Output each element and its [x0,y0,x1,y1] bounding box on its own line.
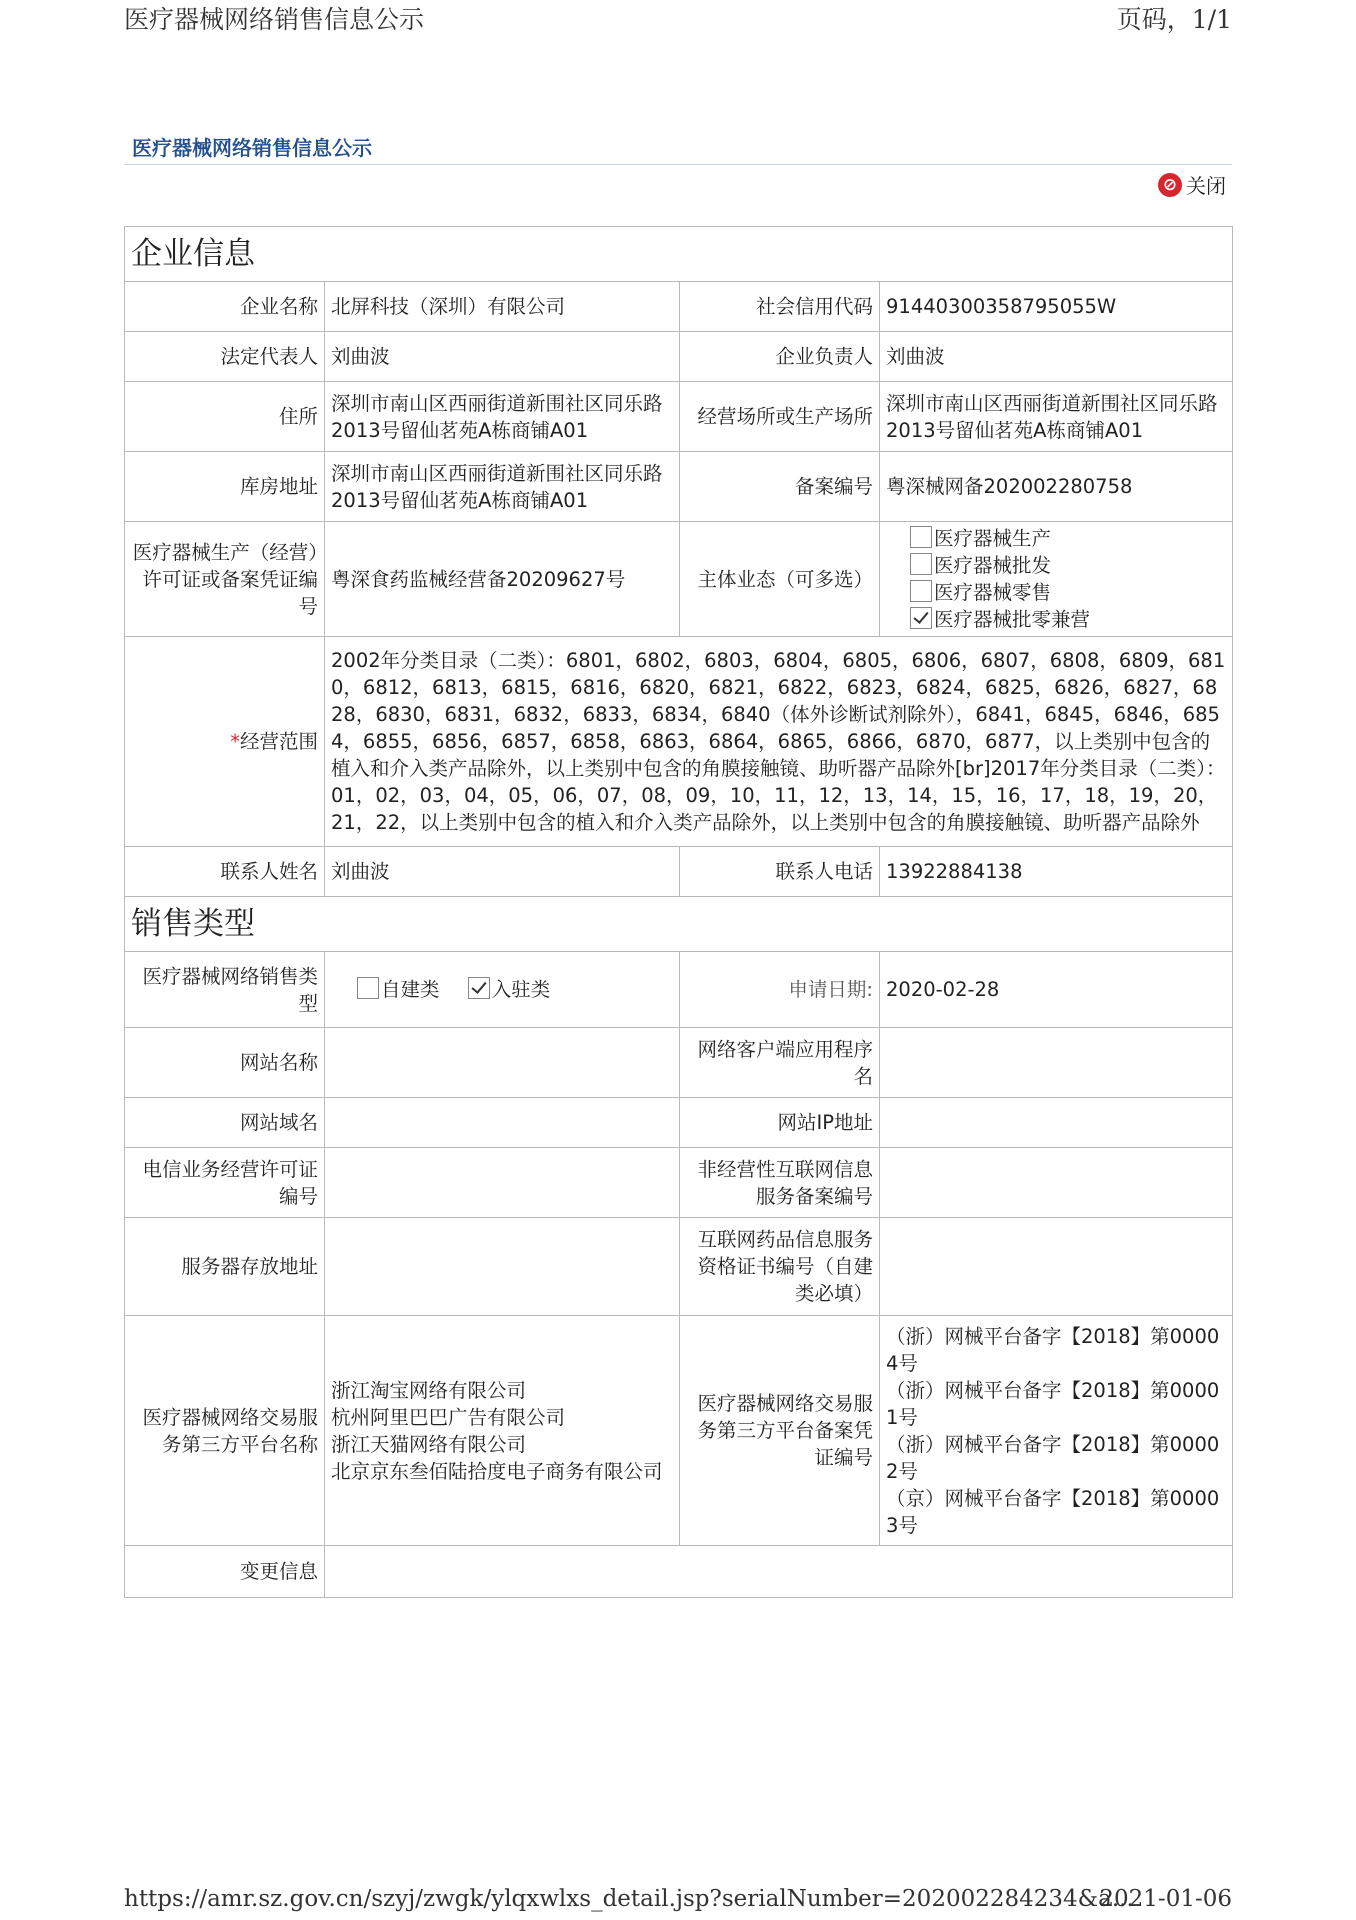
warehouse-value: 深圳市南山区西丽街道新围社区同乐路2013号留仙茗苑A栋商铺A01 [325,452,680,522]
license-value: 粤深食药监械经营备20209627号 [325,522,680,637]
addr-value: 深圳市南山区西丽街道新围社区同乐路2013号留仙茗苑A栋商铺A01 [325,382,680,452]
app-value [880,1028,1233,1098]
phone-label: 联系人电话 [680,847,880,897]
drug-label: 互联网药品信息服务资格证书编号（自建类必填） [680,1218,880,1316]
option-self-built[interactable]: 自建类 [357,978,440,1001]
credit-label: 社会信用代码 [680,282,880,332]
name-value: 北屏科技（深圳）有限公司 [325,282,680,332]
option-wholesale-retail[interactable]: 医疗器械批零兼营 [910,608,1090,631]
scope-label: 经营范围 [239,730,318,753]
date-label: 申请日期: [680,952,880,1028]
ip-label: 网站IP地址 [680,1098,880,1148]
platform-names: 浙江淘宝网络有限公司 杭州阿里巴巴广告有限公司 浙江天猫网络有限公司 北京京东叁佰陆拾度电子商务有限公司 [325,1316,680,1546]
place-label: 经营场所或生产场所 [680,382,880,452]
date-value: 2020-02-28 [880,952,1233,1028]
checkbox-settled[interactable] [468,977,490,999]
change-label: 变更信息 [125,1546,325,1598]
server-value [325,1218,680,1316]
print-header-page: 页码，1/1 [1116,5,1232,34]
telecom-value [325,1148,680,1218]
name-label: 企业名称 [125,282,325,332]
footer-url: https://amr.sz.gov.cn/szyj/zwgk/ylqxwlxs_detail.jsp?serialNumber=202002284234&a... [124,1886,1134,1912]
place-value: 深圳市南山区西丽街道新围社区同乐路2013号留仙茗苑A栋商铺A01 [880,382,1233,452]
platform-no-label: 医疗器械网络交易服务第三方平台备案凭证编号 [680,1316,880,1546]
close-icon: ⊘ [1158,173,1182,197]
checkbox-wholesale-retail[interactable] [910,607,932,629]
option-wholesale[interactable]: 医疗器械批发 [910,554,1051,577]
section-enterprise: 企业信息 [125,227,1233,282]
phone-value: 13922884138 [880,847,1233,897]
page-title: 医疗器械网络销售信息公示 [132,136,372,160]
option-settled[interactable]: 入驻类 [468,978,551,1001]
close-button[interactable] [1158,170,1226,199]
credit-value: 91440300358795055W [880,282,1233,332]
checkbox-retail[interactable] [910,580,932,602]
site-name-label: 网站名称 [125,1028,325,1098]
print-header-title: 医疗器械网络销售信息公示 [124,5,425,34]
close-label: 关闭 [1186,174,1226,198]
addr-label: 住所 [125,382,325,452]
legal-value: 刘曲波 [325,332,680,382]
head-value: 刘曲波 [880,332,1233,382]
telecom-label: 电信业务经营许可证编号 [125,1148,325,1218]
legal-label: 法定代表人 [125,332,325,382]
record-value: 粤深械网备202002280758 [880,452,1233,522]
sales-type-label: 医疗器械网络销售类型 [125,952,325,1028]
business-options [880,522,1233,637]
server-label: 服务器存放地址 [125,1218,325,1316]
record-label: 备案编号 [680,452,880,522]
head-label: 企业负责人 [680,332,880,382]
scope-value: 2002年分类目录（二类）：6801，6802，6803，6804，6805，6806，6807，6808，6809，6810，6812，6813，6815，6816，6820，6821，6822，6823，6824，6825，6826，6827，6828，6830，6831，6832，6833，6834，6840（体外诊断试剂除外），6841，6845，6846，6854，6855，6856，6857，6858，6863，6864，6865，6866，6870，6877，以上类别中包含的植入和介入类产品除外，以上类别中包含的角膜接触镜、助听器产品除外[br]2017年分类目录（二类）：01，02，03，04，05，06，07，08，09，10，11，12，13，14，15，16，17，18，19，20，21，22，以上类别中包含的植入和介入类产品除外，以上类别中包含的角膜接触镜、助听器产品除外 [325,637,1233,847]
page-banner [124,128,1232,165]
sales-type-options [325,952,680,1028]
nonprofit-label: 非经营性互联网信息服务备案编号 [680,1148,880,1218]
checkbox-self-built[interactable] [357,977,379,999]
warehouse-label: 库房地址 [125,452,325,522]
required-star: * [230,730,240,753]
platform-numbers: （浙）网械平台备字【2018】第00004号 （浙）网械平台备字【2018】第00001号 （浙）网械平台备字【2018】第00002号 （京）网械平台备字【2018】第00003号 [880,1316,1233,1546]
footer-date: 2021-01-06 [1099,1886,1232,1912]
change-value [325,1546,1233,1598]
license-label: 医疗器械生产（经营）许可证或备案凭证编号 [125,522,325,637]
contact-value: 刘曲波 [325,847,680,897]
print-header [124,0,1232,40]
site-name-value [325,1028,680,1098]
info-table [124,226,1233,1598]
contact-label: 联系人姓名 [125,847,325,897]
app-label: 网络客户端应用程序名 [680,1028,880,1098]
ip-value [880,1098,1233,1148]
scope-label-cell [125,637,325,847]
option-production[interactable]: 医疗器械生产 [910,527,1051,550]
domain-value [325,1098,680,1148]
checkbox-wholesale[interactable] [910,553,932,575]
option-retail[interactable]: 医疗器械零售 [910,581,1051,604]
platform-label: 医疗器械网络交易服务第三方平台名称 [125,1316,325,1546]
section-sales: 销售类型 [125,897,1233,952]
nonprofit-value [880,1148,1233,1218]
drug-value [880,1218,1233,1316]
business-label: 主体业态（可多选） [680,522,880,637]
checkbox-production[interactable] [910,526,932,548]
domain-label: 网站域名 [125,1098,325,1148]
